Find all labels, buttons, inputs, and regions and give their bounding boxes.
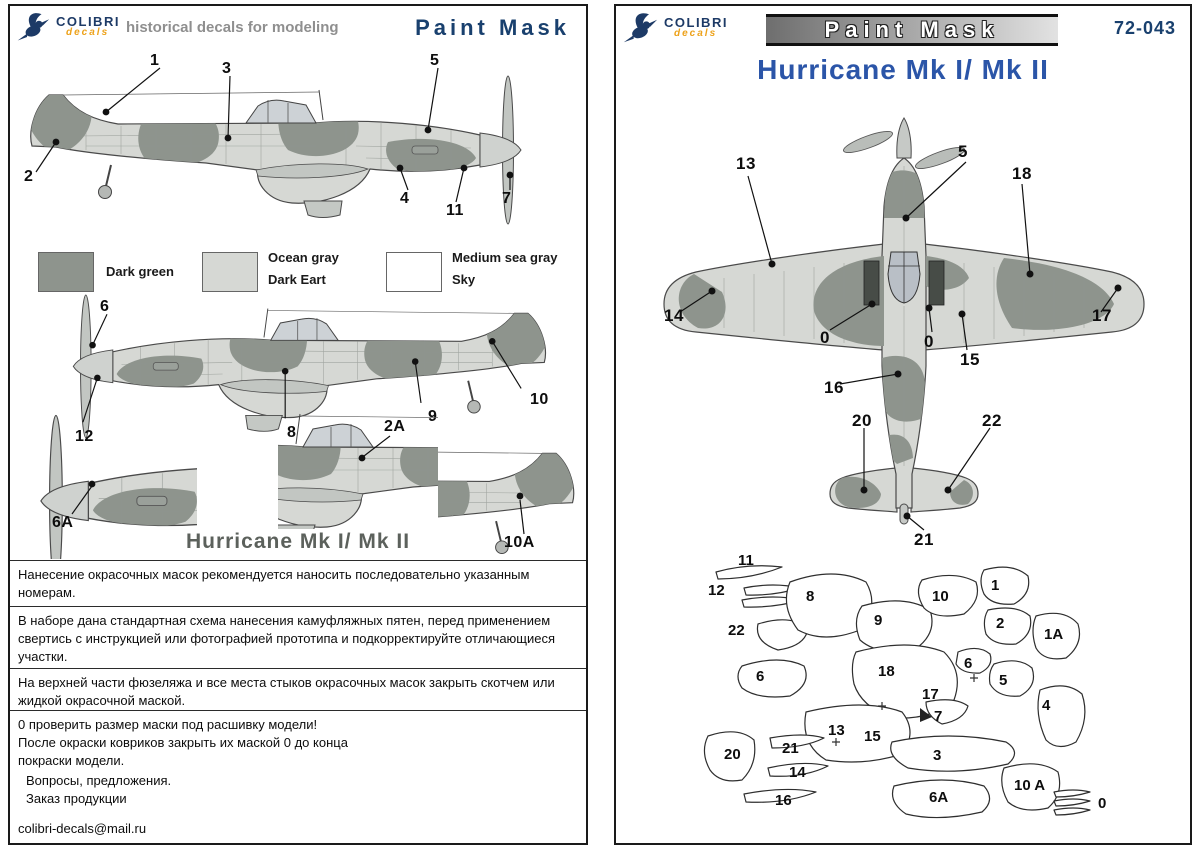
legend-label-medium-sea-gray: Medium sea gray — [452, 250, 558, 265]
brand-sub: decals — [66, 26, 110, 38]
brand-tagline: historical decals for modeling — [126, 19, 339, 36]
contact-line-2: Заказ продукции — [26, 791, 127, 806]
right-paint-mask-title: Paint Mask — [824, 17, 1000, 42]
left-logo — [16, 9, 120, 43]
callout-9: 9 — [428, 408, 438, 425]
callout-2a: 2A — [384, 418, 406, 435]
mask-number-15: 15 — [864, 728, 881, 745]
callout-4: 4 — [400, 190, 410, 207]
paint-mask-banner — [766, 14, 1058, 46]
mask-sheet-drawing — [686, 552, 1136, 842]
right-page — [614, 4, 1192, 845]
left-paint-mask-title: Paint Mask — [415, 15, 570, 40]
callout-12: 12 — [75, 428, 94, 445]
mask-number-4: 4 — [1042, 697, 1051, 714]
left-logo-text — [56, 15, 120, 38]
brand-name: COLIBRI — [664, 14, 728, 30]
mask-number-21: 21 — [782, 740, 799, 757]
callout-14: 14 — [664, 306, 684, 325]
walkway-strip-left — [864, 261, 879, 305]
contact-line-1: Вопросы, предложения. — [26, 773, 172, 788]
mask-number-6a: 6A — [929, 789, 949, 806]
note-4: 0 проверить размер маски под расшивку модели! После окраски ковриков закрыть их маской 0 до конца покраски модели. — [18, 717, 348, 768]
mask-number-12: 12 — [708, 582, 725, 599]
mask-number-2: 2 — [996, 615, 1005, 632]
note-1: Нанесение окрасочных масок рекомендуется наносить последовательно указанным номерам. — [18, 567, 530, 600]
callout-6: 6 — [100, 298, 110, 315]
callout-0-left: 0 — [820, 328, 830, 347]
mask-number-20: 20 — [724, 746, 741, 763]
colibri-logo-icon — [16, 9, 50, 43]
mask-number-6: 6 — [756, 668, 765, 685]
callout-7: 7 — [502, 190, 512, 207]
mask-number-16: 16 — [775, 792, 792, 809]
callout-10a: 10A — [504, 534, 535, 551]
mask-number-10a: 10 A — [1014, 777, 1046, 794]
divider — [10, 710, 586, 711]
mask-number-14: 14 — [789, 764, 806, 781]
callout-1: 1 — [150, 52, 160, 69]
callout-5: 5 — [430, 52, 440, 69]
mask-number-18: 18 — [878, 663, 895, 680]
mask-number-9: 9 — [874, 612, 883, 629]
mask-sheet-figure — [686, 552, 1136, 842]
callout-18: 18 — [1012, 164, 1032, 183]
mid-detail-figure — [278, 404, 438, 529]
mask-number-8: 8 — [806, 588, 815, 605]
walkway-strip-right — [929, 261, 944, 305]
mask-number-10: 10 — [932, 588, 949, 605]
mask-number-1a: 1A — [1044, 626, 1064, 643]
contact-email: colibri-decals@mail.ru — [18, 821, 147, 836]
legend-label-ocean-gray: Ocean gray — [268, 250, 339, 265]
callout-11: 11 — [446, 202, 464, 219]
mask-number-13: 13 — [828, 722, 845, 739]
spinner — [897, 118, 911, 158]
brand-sub: decals — [674, 27, 718, 39]
colibri-logo-icon — [622, 9, 658, 45]
top-view-figure — [634, 106, 1174, 551]
mask-number-0: 0 — [1098, 795, 1107, 812]
divider — [10, 668, 586, 669]
left-aircraft-title: Hurricane Mk I/ Mk II — [185, 530, 411, 553]
callout-13: 13 — [736, 154, 756, 173]
mask-number-7: 7 — [934, 708, 943, 725]
divider — [10, 606, 586, 607]
mid-detail-overlay — [278, 404, 438, 529]
note-3: На верхней части фюзеляжа и все места стыков окрасочных масок закрыть скотчем или жидкой окрасочной маской. — [18, 675, 555, 708]
callout-16: 16 — [824, 378, 844, 397]
mask-number-5: 5 — [999, 672, 1008, 689]
callout-10: 10 — [530, 391, 549, 408]
callout-21: 21 — [914, 530, 934, 549]
left-page — [8, 4, 588, 845]
top-view-drawing — [634, 106, 1174, 551]
legend-label-dark-earth: Dark Eart — [268, 272, 326, 287]
right-logo — [622, 9, 728, 45]
right-aircraft-title: Hurricane Mk I/ Mk II — [757, 54, 1049, 85]
callout-20: 20 — [852, 411, 872, 430]
mask-number-1: 1 — [991, 577, 1000, 594]
callout-8: 8 — [287, 424, 297, 441]
callout-17: 17 — [1092, 306, 1112, 325]
callout-22: 22 — [982, 411, 1002, 430]
callout-3: 3 — [222, 60, 232, 77]
product-code: 72-043 — [1113, 18, 1176, 38]
callout-5: 5 — [958, 142, 968, 161]
mask-number-3: 3 — [933, 747, 942, 764]
divider — [10, 560, 586, 561]
mask-number-6b: 6 — [964, 655, 973, 672]
mask-number-17: 17 — [922, 686, 939, 703]
mask-number-11: 11 — [738, 552, 754, 569]
legend-label-dark-green: Dark green — [106, 264, 174, 279]
callout-2: 2 — [24, 168, 34, 185]
note-2: В наборе дана стандартная схема нанесения камуфляжных пятен, перед применением свертись с инструкцией или фотографией прототипа и подкорректируйте отличающиеся участки. — [18, 613, 556, 664]
callout-15: 15 — [960, 350, 980, 369]
callout-6a: 6A — [52, 514, 74, 531]
side-profile-top-drawing — [16, 50, 576, 240]
brand-name: COLIBRI — [56, 13, 120, 29]
callout-0-right: 0 — [924, 332, 934, 351]
side-profile-top-figure — [16, 50, 576, 245]
right-logo-text — [664, 16, 728, 39]
legend-label-sky: Sky — [452, 272, 476, 287]
mask-number-22: 22 — [728, 622, 745, 639]
